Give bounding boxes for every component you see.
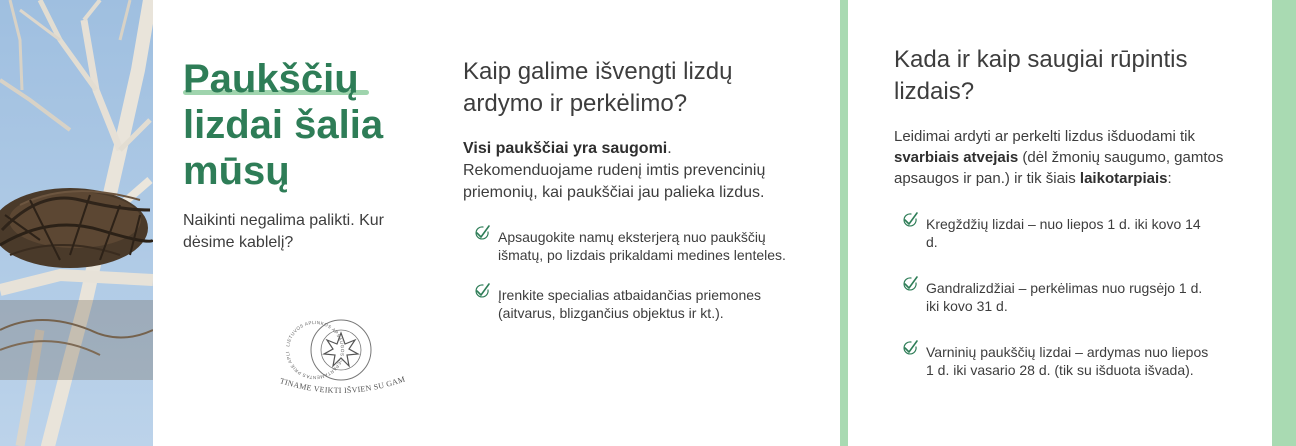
title-line-3: mūsų bbox=[183, 149, 290, 193]
para-bold-1: svarbiais atvejais bbox=[894, 149, 1019, 166]
right-paragraph bbox=[894, 126, 1224, 189]
page-title bbox=[183, 56, 433, 194]
check-icon bbox=[902, 339, 920, 357]
title-line-2: lizdai šalia bbox=[183, 103, 384, 147]
list-item-text: Įrenkite specialias atbaidančias priemones (aitvarus, blizgančius objektus ir kt.). bbox=[498, 287, 762, 321]
para-text-3: : bbox=[1167, 170, 1172, 187]
middle-panel bbox=[463, 56, 793, 322]
list-item-text: Apsaugokite namų eksterjerą nuo paukščių išmatų, po lizdais prikaldami medines lenteles. bbox=[498, 229, 786, 263]
check-icon bbox=[474, 282, 492, 300]
title-line-1: Paukščių bbox=[183, 57, 359, 101]
list-item bbox=[498, 286, 798, 322]
agency-logo bbox=[275, 318, 405, 402]
check-icon bbox=[902, 211, 920, 229]
green-divider-bar bbox=[840, 0, 848, 446]
logo-motto: TINAME VEIKTI IŠVIEN SU GA bbox=[278, 376, 400, 396]
left-panel bbox=[183, 56, 433, 254]
svg-text:LIETUVOS APLINKOS APSAUGOS DEP bbox=[275, 318, 345, 380]
middle-checklist bbox=[463, 228, 798, 322]
green-edge-bar bbox=[1272, 0, 1296, 446]
list-item bbox=[498, 228, 798, 264]
list-item-text: Kregždžių lizdai – nuo liepos 1 d. iki kovo 14 d. bbox=[926, 216, 1201, 250]
list-item bbox=[926, 343, 1216, 379]
right-panel bbox=[894, 44, 1224, 379]
middle-heading: Kaip galime išvengti lizdų ardymo ir perkėlimo? bbox=[463, 58, 733, 117]
right-heading: Kada ir kaip saugiai rūpintis lizdais? bbox=[894, 46, 1188, 105]
logo-ring-text: LIETUVOS APLINKOS APSAUGOS DEPARTAMENTAS PRIE APLI bbox=[285, 319, 346, 381]
subtitle: Naikinti negalima palikti. Kur dėsime kablelį? bbox=[183, 212, 384, 251]
para-bold-2: laikotarpiais bbox=[1079, 170, 1168, 187]
list-item-text: Gandralizdžiai – perkėlimas nuo rugsėjo 1 d. iki kovo 31 d. bbox=[926, 280, 1203, 314]
para-text-1: Leidimai ardyti ar perkelti lizdus išduodami tik bbox=[894, 128, 1195, 145]
para-text-2: (dėl žmonių saugumo, gamtos apsaugos ir pan.) ir tik šiais bbox=[894, 149, 1224, 187]
bird-nest-photo bbox=[0, 0, 153, 446]
middle-lead-rest: . Rekomenduojame rudenį imtis prevencinių priemonių, kai paukščiai jau palieka lizdus. bbox=[463, 140, 766, 201]
middle-lead-bold: Visi paukščiai yra saugomi bbox=[463, 140, 668, 157]
check-icon bbox=[474, 224, 492, 242]
right-checklist bbox=[894, 215, 1216, 379]
list-item bbox=[926, 279, 1216, 315]
list-item bbox=[926, 215, 1216, 251]
middle-lead bbox=[463, 138, 793, 204]
list-item-text: Varninių paukščių lizdai – ardymas nuo liepos 1 d. iki vasario 28 d. (tik su išduota išvada). bbox=[926, 344, 1209, 378]
check-icon bbox=[902, 275, 920, 293]
